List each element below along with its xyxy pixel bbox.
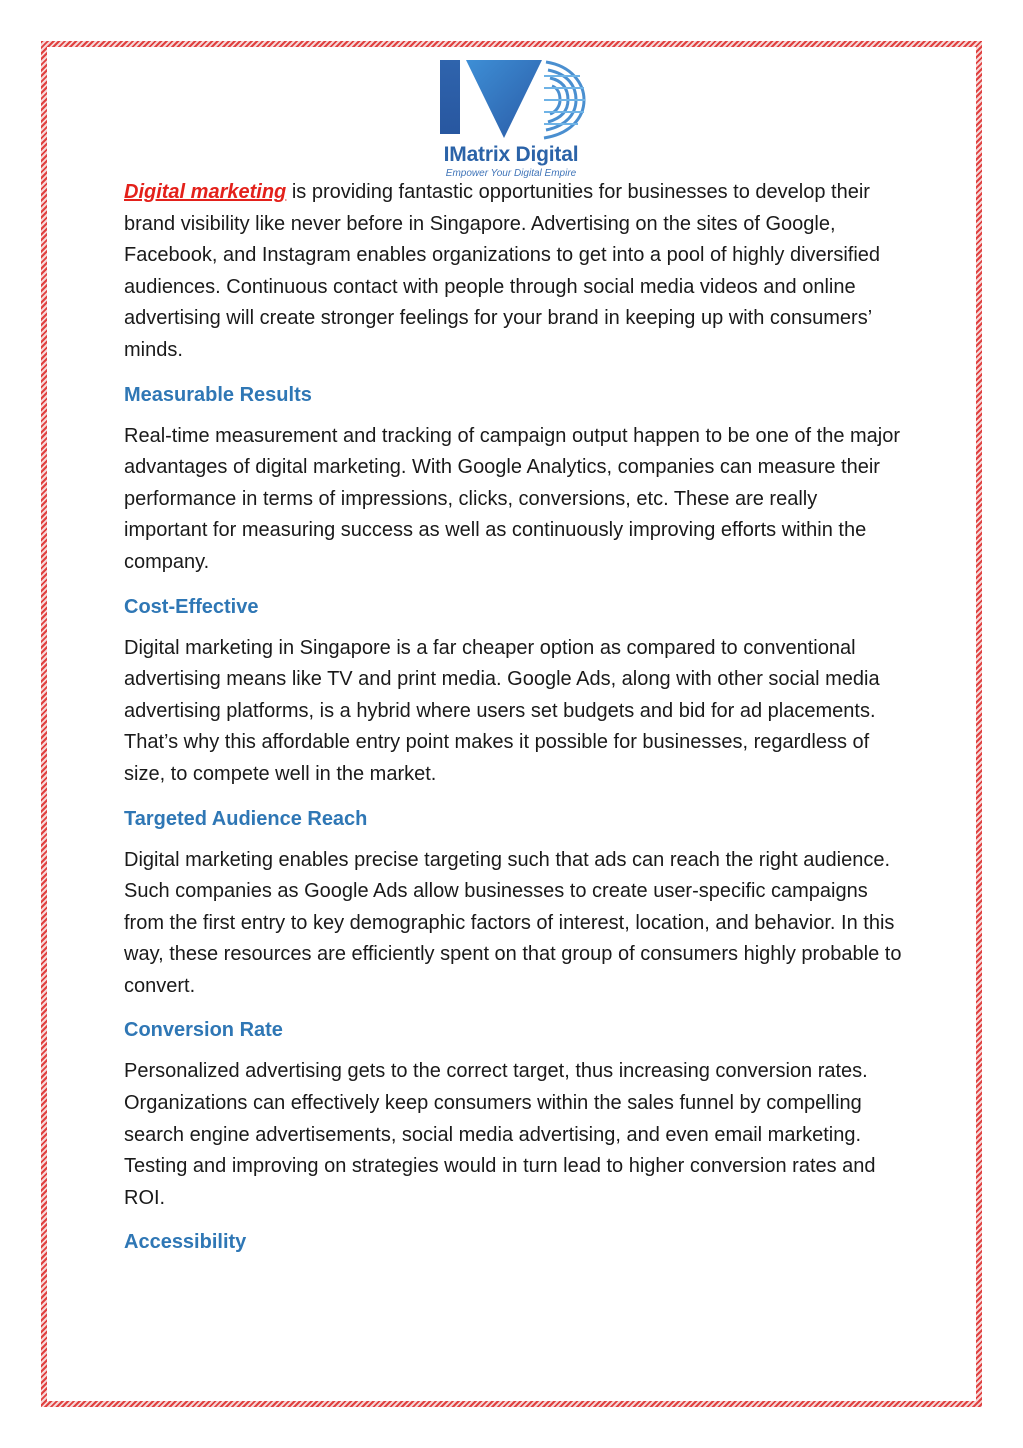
intro-text: is providing fantastic opportunities for businesses to develop their brand visibility like never before in Singapore. Advertising on the sites of Google, Facebook, and Instagram enables organizations to get into a pool of highly diversified audiences. Continuous contact with people through social media videos and online advertising will create stronger feelings for your brand in keeping up with consumers’ minds. [124,181,881,361]
section-body-targeted-audience-reach: Digital marketing enables precise targeting such that ads can reach the right audience. Such companies as Google Ads allow businesses to create user-specific campaigns from the first entry to key demographic factors of interest, location, and behavior. In this way, these resources are efficiently spent on that group of consumers highly probable to convert. [124,848,902,997]
section-body-conversion-rate: Personalized advertising gets to the correct target, thus increasing conversion rates. Organizations can effectively keep consumers within the sales funnel by compelling search engine advertisements, social media advertising, and even email marketing. Testing and improving on strategies would in turn lead to higher conversion rates and ROI. [124,1060,876,1209]
article-body [124,177,904,1268]
section-heading-accessibility: Accessibility [124,1231,247,1254]
company-logo [434,56,594,180]
section-body-cost-effective: Digital marketing in Singapore is a far cheaper option as compared to conventional advertising means like TV and print media. Google Ads, along with other social media advertising platforms, is a hybrid where users set budgets and bid for ad placements. That’s why this affordable entry point makes it possible for businesses, regardless of size, to compete well in the market. [124,636,880,785]
section-body-measurable-results: Real-time measurement and tracking of campaign output happen to be one of the major advantages of digital marketing. With Google Analytics, companies can measure their performance in terms of impressions, clicks, conversions, etc. These are really important for measuring success as well as continuously improving efforts within the company. [124,424,901,573]
logo-tagline: Empower Your Digital Empire [445,168,577,179]
section-heading-targeted-audience-reach: Targeted Audience Reach [124,807,368,830]
section-heading-cost-effective: Cost-Effective [124,595,259,618]
section-heading-measurable-results: Measurable Results [124,383,312,406]
intro-paragraph [124,177,904,367]
logo-name: IMatrix Digital [443,143,579,166]
logo-mark-icon [434,56,588,144]
digital-marketing-link[interactable]: Digital marketing [124,181,287,203]
section-heading-conversion-rate: Conversion Rate [124,1019,283,1042]
